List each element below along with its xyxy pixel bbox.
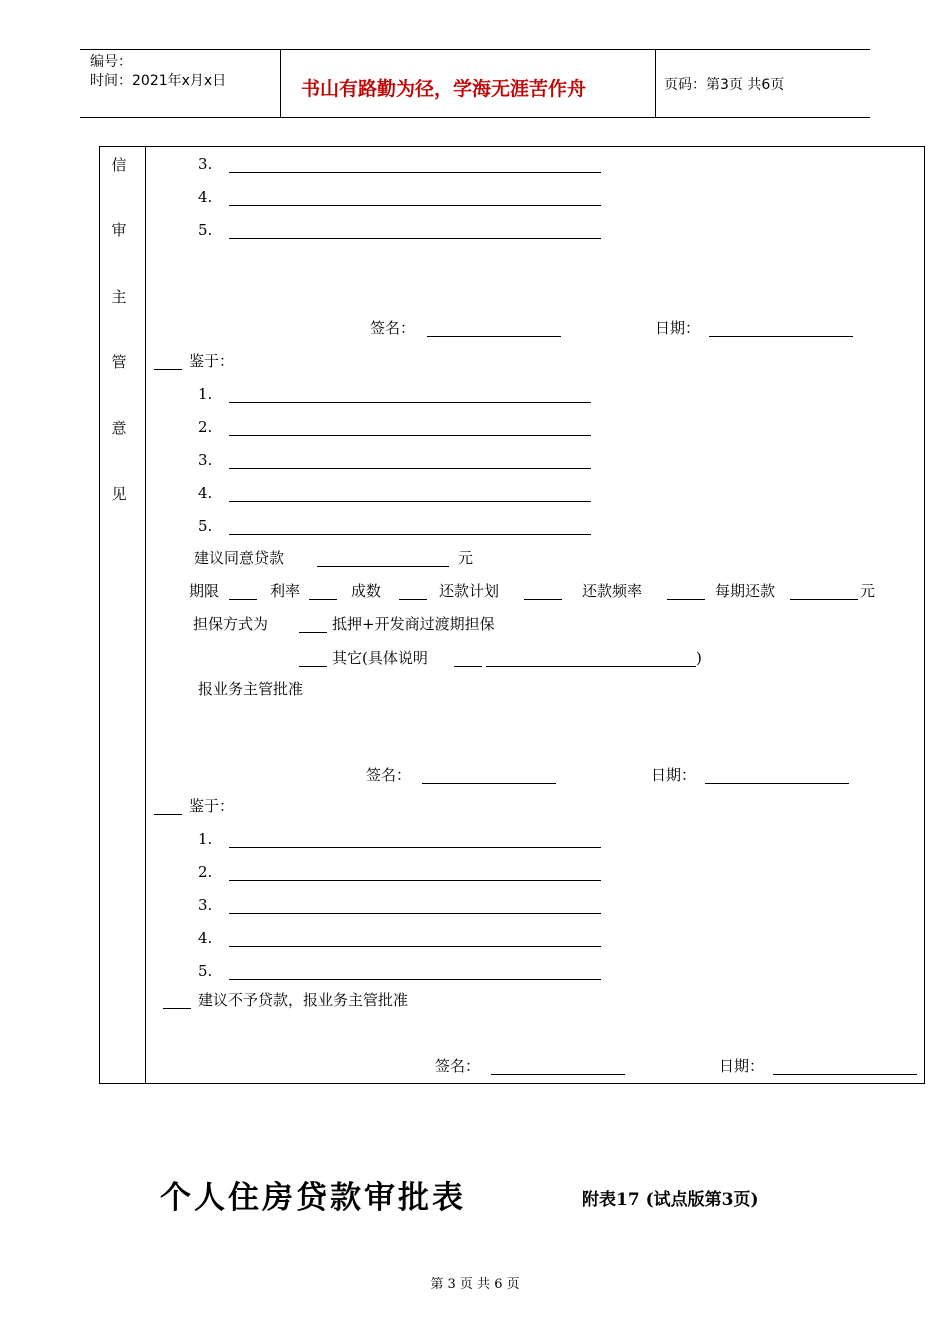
reason-line-2[interactable] [229,880,601,881]
page-info: 页码：第3页 共6页 [664,77,785,93]
reason-line-4[interactable] [229,946,601,947]
list-number: 2. [198,863,213,881]
ratio-label: 成数 [351,582,382,600]
reason-line-3[interactable] [229,172,601,173]
list-number: 2. [198,418,213,436]
reason-line-4[interactable] [229,501,591,502]
header-bottom-rule [80,117,870,118]
date-label: 日期： [719,1057,765,1075]
date-label: 日期： [655,319,701,337]
reason-line-4[interactable] [229,205,601,206]
list-number: 5. [198,221,213,239]
each-payment-field[interactable] [790,599,858,600]
reason-line-5[interactable] [229,238,601,239]
reason-line-5[interactable] [229,534,591,535]
guarantee-option2-checkbox[interactable] [299,666,327,667]
repayment-plan-field[interactable] [524,599,562,600]
list-number: 4. [198,188,213,206]
page-footer-number: 第 3 页 共 6 页 [430,1277,520,1292]
reject-text: 建议不予贷款，报业务主管批准 [198,991,409,1009]
date-field[interactable] [705,783,849,784]
side-label-char: 意 [111,419,127,437]
header-divider-right [655,49,656,117]
signature-field[interactable] [427,336,561,337]
signature-label: 签名： [370,319,416,337]
list-number: 3. [198,155,213,173]
list-number: 3. [198,451,213,469]
list-number: 4. [198,929,213,947]
signature-field[interactable] [491,1074,625,1075]
given-label: 鉴于： [189,352,235,370]
ratio-field[interactable] [399,599,427,600]
report-approval-text: 报业务主管批准 [198,680,304,698]
close-paren: ) [696,649,702,667]
date-label: 日期： [651,766,697,784]
form-title: 个人住房贷款审批表 [160,1180,466,1216]
header-top-rule [80,49,870,50]
header-divider-left [280,49,281,117]
list-number: 3. [198,896,213,914]
document-number-label: 编号： [90,54,132,70]
appendix-label: 附表17 (试点版第3页) [582,1190,759,1210]
guarantee-detail-field-a[interactable] [454,666,482,667]
list-number: 5. [198,962,213,980]
reason-line-3[interactable] [229,468,591,469]
approve-checkbox-blank[interactable] [154,369,182,370]
term-label: 期限 [189,582,220,600]
yuan-unit: 元 [458,549,474,567]
loan-amount-field[interactable] [317,566,449,567]
yuan-unit: 元 [860,582,876,600]
suggest-loan-label: 建议同意贷款 [194,549,285,567]
side-label-char: 管 [111,353,127,371]
list-number: 5. [198,517,213,535]
list-number: 4. [198,484,213,502]
repayment-plan-label: 还款计划 [439,582,500,600]
date-field[interactable] [709,336,853,337]
guarantee-option1-checkbox[interactable] [299,632,327,633]
reject-checkbox-blank[interactable] [163,1008,191,1009]
reason-line-2[interactable] [229,435,591,436]
guarantee-option1-label: 抵押+开发商过渡期担保 [332,615,495,633]
rate-field[interactable] [309,599,337,600]
reason-line-1[interactable] [229,847,601,848]
reject-given-checkbox-blank[interactable] [154,814,182,815]
reason-line-5[interactable] [229,979,601,980]
side-label-char: 审 [111,221,127,239]
repayment-frequency-field[interactable] [667,599,705,600]
form-column-divider [145,146,146,1084]
signature-field[interactable] [422,783,556,784]
rate-label: 利率 [270,582,301,600]
document-time-label: 时间：2021年x月x日 [90,73,227,89]
guarantee-option2-label: 其它(具体说明 [332,649,428,667]
signature-label: 签名： [435,1057,481,1075]
term-field[interactable] [229,599,257,600]
date-field[interactable] [773,1074,917,1075]
list-number: 1. [198,830,213,848]
signature-label: 签名： [366,766,412,784]
given-label: 鉴于： [189,797,235,815]
guarantee-label: 担保方式为 [193,615,269,633]
each-payment-label: 每期还款 [715,582,776,600]
side-label-char: 见 [111,485,127,503]
list-number: 1. [198,385,213,403]
reason-line-1[interactable] [229,402,591,403]
side-label-char: 主 [111,288,127,306]
guarantee-detail-field-b[interactable] [486,666,696,667]
header-motto: 书山有路勤为径，学海无涯苦作舟 [301,78,587,100]
side-label-char: 信 [111,156,127,174]
repayment-frequency-label: 还款频率 [582,582,643,600]
reason-line-3[interactable] [229,913,601,914]
